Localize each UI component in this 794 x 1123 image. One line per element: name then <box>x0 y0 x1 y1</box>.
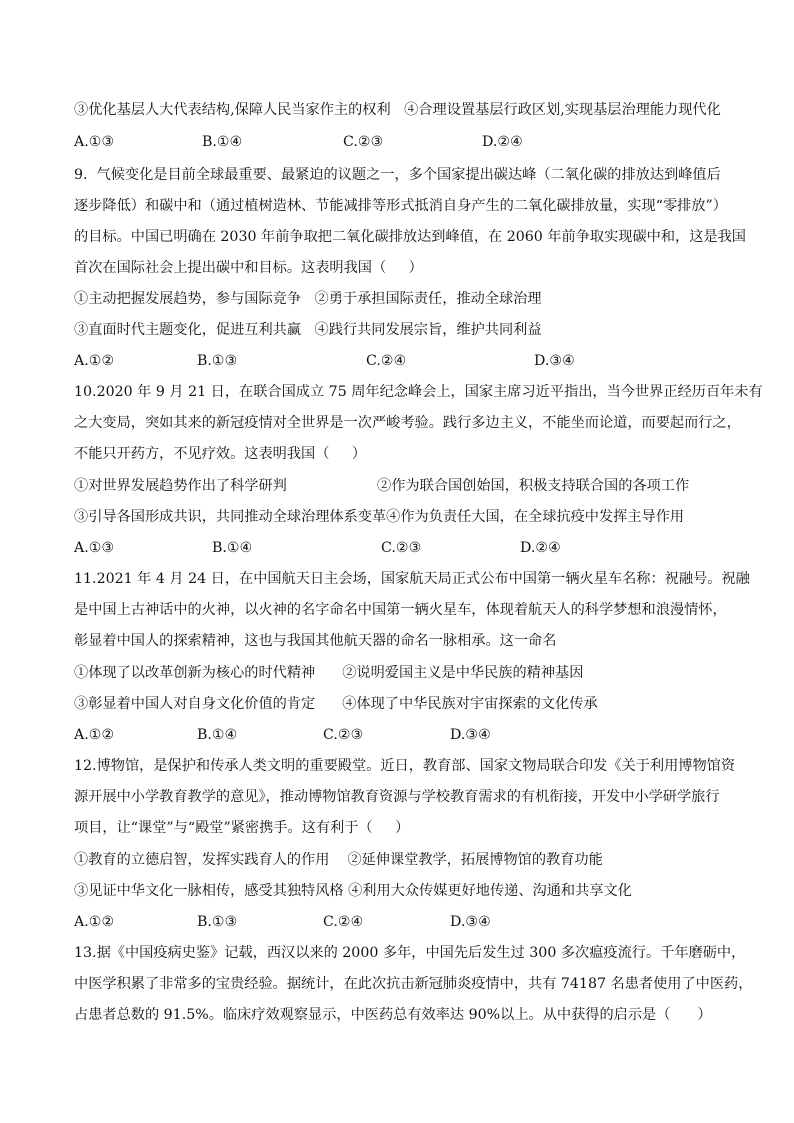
q12-choice-a: A.①② <box>74 914 115 930</box>
q9-stem-line-3: 的目标。中国已明确在 2030 年前争取把二氧化碳排放达到峰值，在 2060 年前争取实现碳中和，这是我国 <box>74 229 746 245</box>
q11-statement-line-2: ③彰显着中国人对自身文化价值的肯定 ④体现了中华民族对宇宙探索的文化传承 <box>74 696 598 712</box>
q9-stem-line-4: 首次在国际社会上提出碳中和目标。这表明我国（ ） <box>74 260 423 276</box>
q13-stem-line-1: 13.据《中国疫病史鉴》记载，西汉以来的 2000 多年，中国先后发生过 300 多次瘟疫流行。千年磨砺中， <box>74 945 746 961</box>
q10-choice-c: C.②③ <box>381 540 422 556</box>
q10-stem-line-3: 不能只开药方，不见疗效。这表明我国（ ） <box>74 446 367 462</box>
q12-statement-line-1: ①教育的立德启智，发挥实践育人的作用 ②延伸课堂教学，拓展博物馆的教育功能 <box>74 852 603 868</box>
q11-choice-c: C.②③ <box>323 727 364 743</box>
q11-choice-b: B.①④ <box>197 727 238 743</box>
q8-choice-a: A.①③ <box>74 134 115 150</box>
q12-stem-line-1: 12.博物馆，是保护和传承人类文明的重要殿堂。近日，教育部、国家文物局联合印发《关于利用博物馆资 <box>74 758 736 774</box>
q10-statement-line-1: ①对世界发展趋势作出了科学研判 ②作为联合国创始国，积极支持联合国的各项工作 <box>74 478 690 494</box>
q10-statement-line-2: ③引导各国形成共识，共同推动全球治理体系变革④作为负责任大国，在全球抗疫中发挥主导作用 <box>74 509 685 525</box>
q9-stem-line-1: 9. 气候变化是目前全球最重要、最紧迫的议题之一，多个国家提出碳达峰（二氧化碳的排放达到峰值后 <box>74 167 721 183</box>
q9-statement-line-1: ①主动把握发展趋势，参与国际竞争 ②勇于承担国际责任，推动全球治理 <box>74 291 542 307</box>
q8-choice-b: B.①④ <box>202 134 243 150</box>
q9-stem-line-2: 逐步降低）和碳中和（通过植树造林、节能减排等形式抵消自身产生的二氧化碳排放量，实现“零排放”） <box>74 198 727 214</box>
q10-choice-b: B.①④ <box>212 540 253 556</box>
q10-stem-line-2: 之大变局，突如其来的新冠疫情对全世界是一次严峻考验。践行多边主义，不能坐而论道，而要起而行之， <box>74 415 741 431</box>
q12-stem-line-2: 源开展中小学教育教学的意见》，推动博物馆教育资源与学校教育需求的有机衔接，开发中小学研学旅行 <box>74 789 720 805</box>
q12-choice-d: D.③④ <box>450 914 491 930</box>
q10-choice-a: A.①③ <box>74 540 115 556</box>
q9-statement-line-2: ③直面时代主题变化，促进互利共赢 ④践行共同发展宗旨，维护共同利益 <box>74 322 542 338</box>
q8-choice-d: D.②④ <box>482 134 523 150</box>
q9-choice-b: B.①③ <box>197 353 238 369</box>
q11-stem-line-3: 彰显着中国人的探索精神，这也与我国其他航天器的命名一脉相承。这一命名 <box>74 633 557 649</box>
q10-stem-line-1: 10.2020 年 9 月 21 日，在联合国成立 75 周年纪念峰会上，国家主席习近平指出，当今世界正经历百年未有 <box>74 384 763 400</box>
q12-choice-b: B.①③ <box>197 914 238 930</box>
q12-choice-c: C.②④ <box>323 914 364 930</box>
q9-choice-d: D.③④ <box>534 353 575 369</box>
q13-stem-line-3: 占患者总数的 91.5%。临床疗效观察显示，中医药总有效率达 90%以上。从中获得的启示是（ ） <box>74 1007 712 1023</box>
q11-stem-line-2: 是中国上古神话中的火神，以火神的名字命名中国第一辆火星车，体现着航天人的科学梦想和浪漫情怀， <box>74 602 727 618</box>
q8-option-line: ③优化基层人大代表结构,保障人民当家作主的权利 ④合理设置基层行政区划,实现基层治理能力现代化 <box>74 102 721 118</box>
q11-statement-line-1: ①体现了以改革创新为核心的时代精神 ②说明爱国主义是中华民族的精神基因 <box>74 665 584 681</box>
q9-choice-a: A.①② <box>74 353 115 369</box>
q9-choice-c: C.②④ <box>366 353 407 369</box>
q11-choice-d: D.③④ <box>450 727 491 743</box>
q8-choice-c: C.②③ <box>343 134 384 150</box>
q11-choice-a: A.①② <box>74 727 115 743</box>
q10-choice-d: D.②④ <box>520 540 561 556</box>
q11-stem-line-1: 11.2021 年 4 月 24 日，在中国航天日主会场，国家航天局正式公布中国第一辆火星车名称：祝融号。祝融 <box>74 571 750 587</box>
q13-stem-line-2: 中医学积累了非常多的宝贵经验。据统计，在此次抗击新冠肺炎疫情中，共有 74187 名患者使用了中医药， <box>74 976 753 992</box>
q12-stem-line-3: 项目，让“课堂”与“殿堂”紧密携手。这有利于（ ） <box>74 820 410 836</box>
q12-statement-line-2: ③见证中华文化一脉相传，感受其独特风格 ④利用大众传媒更好地传递、沟通和共享文化 <box>74 883 632 899</box>
